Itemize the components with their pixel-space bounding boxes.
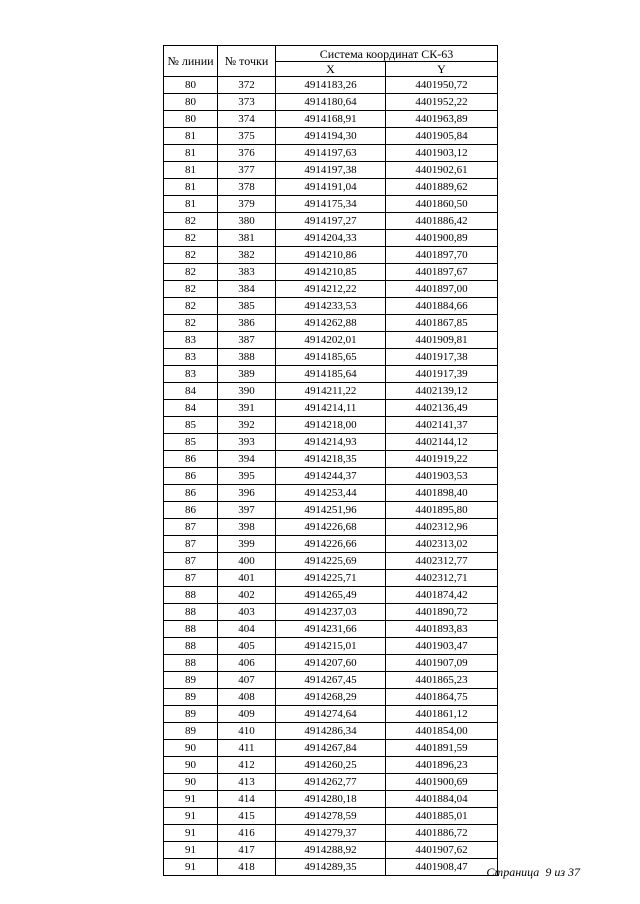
cell-x: 4914267,45 — [276, 672, 386, 689]
cell-line-number: 84 — [164, 383, 218, 400]
cell-line-number: 87 — [164, 536, 218, 553]
cell-y: 4402313,02 — [386, 536, 498, 553]
cell-point-number: 380 — [218, 213, 276, 230]
cell-y: 4401884,66 — [386, 298, 498, 315]
cell-x: 4914197,38 — [276, 162, 386, 179]
table-row — [164, 417, 498, 434]
cell-point-number: 412 — [218, 757, 276, 774]
cell-y: 4401891,59 — [386, 740, 498, 757]
cell-y: 4401952,22 — [386, 94, 498, 111]
cell-line-number: 91 — [164, 859, 218, 876]
cell-x: 4914211,22 — [276, 383, 386, 400]
cell-y: 4401903,12 — [386, 145, 498, 162]
cell-line-number: 86 — [164, 485, 218, 502]
table-row — [164, 536, 498, 553]
cell-point-number: 417 — [218, 842, 276, 859]
cell-y: 4402312,71 — [386, 570, 498, 587]
cell-line-number: 80 — [164, 77, 218, 94]
cell-y: 4401896,23 — [386, 757, 498, 774]
table-row — [164, 859, 498, 876]
page-footer — [486, 865, 580, 880]
table-body — [164, 77, 498, 876]
cell-x: 4914210,86 — [276, 247, 386, 264]
cell-y: 4401963,89 — [386, 111, 498, 128]
cell-x: 4914279,37 — [276, 825, 386, 842]
cell-x: 4914183,26 — [276, 77, 386, 94]
cell-point-number: 379 — [218, 196, 276, 213]
cell-y: 4401893,83 — [386, 621, 498, 638]
cell-line-number: 87 — [164, 519, 218, 536]
cell-x: 4914175,34 — [276, 196, 386, 213]
cell-y: 4401854,00 — [386, 723, 498, 740]
cell-line-number: 81 — [164, 179, 218, 196]
cell-y: 4401917,38 — [386, 349, 498, 366]
cell-point-number: 395 — [218, 468, 276, 485]
cell-line-number: 88 — [164, 638, 218, 655]
cell-y: 4401903,53 — [386, 468, 498, 485]
cell-y: 4401867,85 — [386, 315, 498, 332]
cell-line-number: 82 — [164, 315, 218, 332]
cell-x: 4914280,18 — [276, 791, 386, 808]
cell-point-number: 402 — [218, 587, 276, 604]
cell-line-number: 82 — [164, 298, 218, 315]
cell-line-number: 82 — [164, 264, 218, 281]
cell-x: 4914207,60 — [276, 655, 386, 672]
coordinates-table — [163, 45, 498, 876]
cell-y: 4401903,47 — [386, 638, 498, 655]
cell-point-number: 416 — [218, 825, 276, 842]
table-row — [164, 128, 498, 145]
cell-y: 4401860,50 — [386, 196, 498, 213]
cell-line-number: 83 — [164, 349, 218, 366]
cell-line-number: 81 — [164, 196, 218, 213]
cell-point-number: 415 — [218, 808, 276, 825]
cell-x: 4914204,33 — [276, 230, 386, 247]
table-row — [164, 315, 498, 332]
cell-x: 4914212,22 — [276, 281, 386, 298]
cell-point-number: 418 — [218, 859, 276, 876]
cell-point-number: 407 — [218, 672, 276, 689]
cell-y: 4401886,42 — [386, 213, 498, 230]
table-row — [164, 468, 498, 485]
cell-x: 4914225,69 — [276, 553, 386, 570]
cell-x: 4914225,71 — [276, 570, 386, 587]
cell-y: 4402136,49 — [386, 400, 498, 417]
cell-x: 4914210,85 — [276, 264, 386, 281]
cell-y: 4402312,96 — [386, 519, 498, 536]
table-row — [164, 757, 498, 774]
table-row — [164, 400, 498, 417]
cell-y: 4401917,39 — [386, 366, 498, 383]
cell-point-number: 383 — [218, 264, 276, 281]
cell-y: 4401861,12 — [386, 706, 498, 723]
table-row — [164, 791, 498, 808]
table-row — [164, 570, 498, 587]
cell-x: 4914233,53 — [276, 298, 386, 315]
cell-x: 4914262,88 — [276, 315, 386, 332]
cell-line-number: 84 — [164, 400, 218, 417]
cell-x: 4914260,25 — [276, 757, 386, 774]
cell-x: 4914168,91 — [276, 111, 386, 128]
table-row — [164, 281, 498, 298]
cell-x: 4914218,00 — [276, 417, 386, 434]
table-row — [164, 264, 498, 281]
cell-point-number: 372 — [218, 77, 276, 94]
header-line-number: № линии — [164, 46, 218, 77]
cell-point-number: 409 — [218, 706, 276, 723]
cell-line-number: 91 — [164, 791, 218, 808]
cell-point-number: 378 — [218, 179, 276, 196]
cell-y: 4402139,12 — [386, 383, 498, 400]
cell-point-number: 390 — [218, 383, 276, 400]
cell-line-number: 80 — [164, 111, 218, 128]
cell-line-number: 83 — [164, 366, 218, 383]
table-row — [164, 706, 498, 723]
cell-x: 4914253,44 — [276, 485, 386, 502]
cell-x: 4914244,37 — [276, 468, 386, 485]
table-row — [164, 740, 498, 757]
cell-y: 4401897,00 — [386, 281, 498, 298]
table-row — [164, 213, 498, 230]
table-row — [164, 434, 498, 451]
cell-y: 4401907,62 — [386, 842, 498, 859]
header-y: Y — [386, 62, 498, 77]
cell-x: 4914251,96 — [276, 502, 386, 519]
cell-point-number: 374 — [218, 111, 276, 128]
cell-point-number: 400 — [218, 553, 276, 570]
table-row — [164, 638, 498, 655]
table-row — [164, 77, 498, 94]
cell-y: 4402141,37 — [386, 417, 498, 434]
table-row — [164, 808, 498, 825]
cell-x: 4914226,68 — [276, 519, 386, 536]
cell-point-number: 385 — [218, 298, 276, 315]
cell-x: 4914288,92 — [276, 842, 386, 859]
cell-y: 4401890,72 — [386, 604, 498, 621]
cell-line-number: 90 — [164, 757, 218, 774]
header-coordinate-system: Система координат СК-63 — [276, 46, 498, 62]
table-row — [164, 774, 498, 791]
cell-point-number: 381 — [218, 230, 276, 247]
cell-point-number: 401 — [218, 570, 276, 587]
cell-point-number: 408 — [218, 689, 276, 706]
cell-y: 4401889,62 — [386, 179, 498, 196]
cell-x: 4914226,66 — [276, 536, 386, 553]
cell-point-number: 411 — [218, 740, 276, 757]
cell-line-number: 82 — [164, 281, 218, 298]
cell-line-number: 82 — [164, 213, 218, 230]
page-current: 9 — [545, 865, 552, 879]
cell-line-number: 85 — [164, 434, 218, 451]
table-row — [164, 672, 498, 689]
table-row — [164, 383, 498, 400]
table-row — [164, 587, 498, 604]
cell-y: 4401865,23 — [386, 672, 498, 689]
cell-point-number: 384 — [218, 281, 276, 298]
cell-y: 4401900,89 — [386, 230, 498, 247]
cell-y: 4401950,72 — [386, 77, 498, 94]
cell-line-number: 83 — [164, 332, 218, 349]
table-row — [164, 111, 498, 128]
cell-point-number: 375 — [218, 128, 276, 145]
cell-x: 4914185,64 — [276, 366, 386, 383]
cell-point-number: 373 — [218, 94, 276, 111]
table-row — [164, 298, 498, 315]
cell-x: 4914185,65 — [276, 349, 386, 366]
cell-line-number: 89 — [164, 689, 218, 706]
cell-y: 4401884,04 — [386, 791, 498, 808]
cell-point-number: 394 — [218, 451, 276, 468]
cell-line-number: 82 — [164, 230, 218, 247]
cell-y: 4401907,09 — [386, 655, 498, 672]
cell-line-number: 87 — [164, 570, 218, 587]
table-row — [164, 502, 498, 519]
cell-x: 4914180,64 — [276, 94, 386, 111]
cell-point-number: 391 — [218, 400, 276, 417]
cell-x: 4914289,35 — [276, 859, 386, 876]
cell-y: 4401895,80 — [386, 502, 498, 519]
cell-line-number: 89 — [164, 672, 218, 689]
cell-point-number: 404 — [218, 621, 276, 638]
page-word: Страница — [486, 865, 540, 879]
table-row — [164, 723, 498, 740]
cell-y: 4401897,67 — [386, 264, 498, 281]
cell-line-number: 90 — [164, 740, 218, 757]
cell-x: 4914286,34 — [276, 723, 386, 740]
cell-point-number: 382 — [218, 247, 276, 264]
cell-point-number: 392 — [218, 417, 276, 434]
cell-x: 4914231,66 — [276, 621, 386, 638]
cell-x: 4914191,04 — [276, 179, 386, 196]
cell-x: 4914194,30 — [276, 128, 386, 145]
cell-y: 4401864,75 — [386, 689, 498, 706]
table-row — [164, 825, 498, 842]
cell-point-number: 396 — [218, 485, 276, 502]
table-row — [164, 485, 498, 502]
cell-x: 4914262,77 — [276, 774, 386, 791]
cell-line-number: 81 — [164, 162, 218, 179]
cell-line-number: 81 — [164, 145, 218, 162]
cell-line-number: 88 — [164, 587, 218, 604]
cell-x: 4914265,49 — [276, 587, 386, 604]
cell-x: 4914197,27 — [276, 213, 386, 230]
cell-y: 4401874,42 — [386, 587, 498, 604]
table-row — [164, 179, 498, 196]
table-row — [164, 332, 498, 349]
cell-point-number: 398 — [218, 519, 276, 536]
cell-line-number: 87 — [164, 553, 218, 570]
page-of: из — [554, 865, 565, 879]
cell-y: 4401909,81 — [386, 332, 498, 349]
cell-x: 4914215,01 — [276, 638, 386, 655]
table-row — [164, 196, 498, 213]
cell-point-number: 403 — [218, 604, 276, 621]
page-total: 37 — [568, 865, 580, 879]
cell-x: 4914214,11 — [276, 400, 386, 417]
table-row — [164, 162, 498, 179]
cell-line-number: 88 — [164, 621, 218, 638]
header-point-number: № точки — [218, 46, 276, 77]
cell-y: 4402312,77 — [386, 553, 498, 570]
cell-x: 4914202,01 — [276, 332, 386, 349]
cell-line-number: 90 — [164, 774, 218, 791]
cell-line-number: 91 — [164, 808, 218, 825]
header-x: X — [276, 62, 386, 77]
cell-line-number: 89 — [164, 723, 218, 740]
cell-point-number: 405 — [218, 638, 276, 655]
table-row — [164, 94, 498, 111]
table-row — [164, 349, 498, 366]
table-row — [164, 553, 498, 570]
cell-line-number: 89 — [164, 706, 218, 723]
table-row — [164, 451, 498, 468]
cell-y: 4401919,22 — [386, 451, 498, 468]
cell-x: 4914197,63 — [276, 145, 386, 162]
table-row — [164, 655, 498, 672]
cell-y: 4401905,84 — [386, 128, 498, 145]
cell-y: 4401900,69 — [386, 774, 498, 791]
cell-x: 4914237,03 — [276, 604, 386, 621]
cell-point-number: 414 — [218, 791, 276, 808]
cell-y: 4402144,12 — [386, 434, 498, 451]
cell-point-number: 413 — [218, 774, 276, 791]
cell-line-number: 88 — [164, 604, 218, 621]
cell-line-number: 80 — [164, 94, 218, 111]
cell-line-number: 81 — [164, 128, 218, 145]
table-row — [164, 842, 498, 859]
cell-point-number: 389 — [218, 366, 276, 383]
cell-x: 4914278,59 — [276, 808, 386, 825]
table-row — [164, 247, 498, 264]
cell-line-number: 86 — [164, 451, 218, 468]
cell-x: 4914267,84 — [276, 740, 386, 757]
cell-y: 4401898,40 — [386, 485, 498, 502]
table-header — [164, 46, 498, 77]
cell-x: 4914218,35 — [276, 451, 386, 468]
cell-point-number: 387 — [218, 332, 276, 349]
cell-y: 4401897,70 — [386, 247, 498, 264]
cell-line-number: 85 — [164, 417, 218, 434]
cell-y: 4401902,61 — [386, 162, 498, 179]
cell-point-number: 397 — [218, 502, 276, 519]
cell-line-number: 86 — [164, 468, 218, 485]
cell-y: 4401885,01 — [386, 808, 498, 825]
cell-point-number: 399 — [218, 536, 276, 553]
table-row — [164, 604, 498, 621]
table-row — [164, 230, 498, 247]
table-row — [164, 145, 498, 162]
cell-x: 4914214,93 — [276, 434, 386, 451]
cell-point-number: 393 — [218, 434, 276, 451]
cell-point-number: 410 — [218, 723, 276, 740]
cell-line-number: 91 — [164, 842, 218, 859]
cell-point-number: 406 — [218, 655, 276, 672]
cell-line-number: 86 — [164, 502, 218, 519]
cell-point-number: 388 — [218, 349, 276, 366]
cell-x: 4914268,29 — [276, 689, 386, 706]
cell-y: 4401886,72 — [386, 825, 498, 842]
cell-line-number: 88 — [164, 655, 218, 672]
table-row — [164, 621, 498, 638]
cell-point-number: 377 — [218, 162, 276, 179]
cell-line-number: 82 — [164, 247, 218, 264]
table-row — [164, 366, 498, 383]
cell-point-number: 376 — [218, 145, 276, 162]
table-row — [164, 519, 498, 536]
cell-y: 4401908,47 — [386, 859, 498, 876]
cell-line-number: 91 — [164, 825, 218, 842]
table-row — [164, 689, 498, 706]
cell-point-number: 386 — [218, 315, 276, 332]
cell-x: 4914274,64 — [276, 706, 386, 723]
